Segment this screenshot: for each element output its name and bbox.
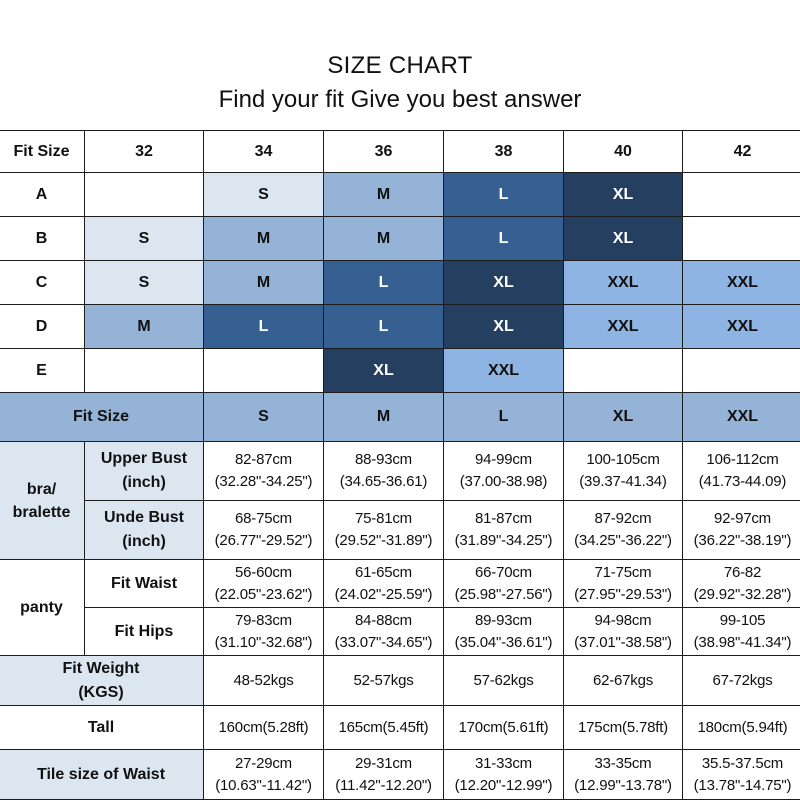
under-bust-label: Unde Bust (inch)	[85, 501, 204, 560]
band-size-36: 36	[324, 131, 444, 173]
measurement-cell: 62-67kgs	[564, 656, 683, 706]
measurement-cell: 82-87cm (32.28"-34.25")	[204, 442, 324, 501]
measurement-cell: 99-105 (38.98"-41.34")	[683, 608, 800, 656]
measurement-cell: 89-93cm (35.04"-36.61")	[444, 608, 564, 656]
upper-bust-row	[0, 442, 800, 501]
size-chart-table	[0, 130, 800, 800]
measurement-cell: 87-92cm (34.25"-36.22")	[564, 501, 683, 560]
measurement-cell: 81-87cm (31.89"-34.25")	[444, 501, 564, 560]
size-cell: XL	[324, 349, 444, 393]
measurement-cell: 100-105cm (39.37-41.34)	[564, 442, 683, 501]
bra-bralette-group-label: bra/ bralette	[0, 442, 85, 560]
band-size-38: 38	[444, 131, 564, 173]
measurement-cell: 68-75cm (26.77"-29.52")	[204, 501, 324, 560]
fit-weight-row	[0, 656, 800, 706]
tall-row	[0, 706, 800, 750]
cup-row-a	[0, 173, 800, 217]
size-cell	[564, 349, 683, 393]
measurement-cell: 76-82 (29.92"-32.28")	[683, 560, 800, 608]
measurement-cell: 29-31cm (11.42"-12.20")	[324, 750, 444, 800]
fit-size-band-row	[0, 393, 800, 442]
measurement-cell: 175cm(5.78ft)	[564, 706, 683, 750]
size-cell: XL	[444, 305, 564, 349]
measurement-cell: 94-98cm (37.01"-38.58")	[564, 608, 683, 656]
measurement-cell: 170cm(5.61ft)	[444, 706, 564, 750]
size-cell: S	[85, 217, 204, 261]
size-cell: XL	[444, 261, 564, 305]
measurement-cell: 67-72kgs	[683, 656, 800, 706]
measurement-cell: 180cm(5.94ft)	[683, 706, 800, 750]
size-cell: L	[444, 173, 564, 217]
size-cell: L	[204, 305, 324, 349]
tall-label: Tall	[0, 706, 204, 750]
size-cell: XXL	[564, 305, 683, 349]
size-cell	[683, 349, 800, 393]
band-size-42: 42	[683, 131, 800, 173]
size-cell	[683, 217, 800, 261]
band-size-34: 34	[204, 131, 324, 173]
cup-row-e	[0, 349, 800, 393]
size-l: L	[444, 393, 564, 442]
tile-waist-row	[0, 750, 800, 800]
chart-subtitle: Find your fit Give you best answer	[218, 86, 582, 113]
size-cell: M	[324, 217, 444, 261]
size-cell: L	[324, 261, 444, 305]
size-cell: M	[204, 217, 324, 261]
tile-waist-label: Tile size of Waist	[0, 750, 204, 800]
size-cell: XXL	[683, 305, 800, 349]
measurement-cell: 31-33cm (12.20"-12.99")	[444, 750, 564, 800]
size-xl: XL	[564, 393, 683, 442]
size-s: S	[204, 393, 324, 442]
fit-hips-row	[0, 608, 800, 656]
measurement-cell: 84-88cm (33.07"-34.65")	[324, 608, 444, 656]
measurement-cell: 33-35cm (12.99"-13.78")	[564, 750, 683, 800]
size-cell: M	[204, 261, 324, 305]
measurement-cell: 56-60cm (22.05"-23.62")	[204, 560, 324, 608]
size-cell: XL	[564, 217, 683, 261]
size-cell: S	[204, 173, 324, 217]
under-bust-row	[0, 501, 800, 560]
cup-row-d	[0, 305, 800, 349]
fit-waist-row	[0, 560, 800, 608]
measurement-cell: 66-70cm (25.98"-27.56")	[444, 560, 564, 608]
band-size-32: 32	[85, 131, 204, 173]
upper-bust-label: Upper Bust (inch)	[85, 442, 204, 501]
size-cell	[85, 173, 204, 217]
measurement-cell: 57-62kgs	[444, 656, 564, 706]
measurement-cell: 160cm(5.28ft)	[204, 706, 324, 750]
band-size-40: 40	[564, 131, 683, 173]
size-cell	[204, 349, 324, 393]
measurement-cell: 75-81cm (29.52"-31.89")	[324, 501, 444, 560]
size-cell: XXL	[683, 261, 800, 305]
size-xxl: XXL	[683, 393, 800, 442]
band-size-header-row	[0, 131, 800, 173]
measurement-cell: 94-99cm (37.00-38.98)	[444, 442, 564, 501]
fit-hips-label: Fit Hips	[85, 608, 204, 656]
cup-label: A	[0, 173, 85, 217]
size-cell: M	[85, 305, 204, 349]
size-cell: L	[444, 217, 564, 261]
size-cell: M	[324, 173, 444, 217]
chart-title: SIZE CHART	[327, 52, 473, 79]
size-cell: XL	[564, 173, 683, 217]
fit-waist-label: Fit Waist	[85, 560, 204, 608]
measurement-cell: 27-29cm (10.63"-11.42")	[204, 750, 324, 800]
measurement-cell: 48-52kgs	[204, 656, 324, 706]
measurement-cell: 79-83cm (31.10"-32.68")	[204, 608, 324, 656]
measurement-cell: 52-57kgs	[324, 656, 444, 706]
cup-label: C	[0, 261, 85, 305]
measurement-cell: 88-93cm (34.65-36.61)	[324, 442, 444, 501]
cup-label: E	[0, 349, 85, 393]
fit-size-corner-label: Fit Size	[0, 131, 85, 173]
size-cell	[85, 349, 204, 393]
measurement-cell: 92-97cm (36.22"-38.19")	[683, 501, 800, 560]
size-cell: XXL	[564, 261, 683, 305]
measurement-cell: 165cm(5.45ft)	[324, 706, 444, 750]
panty-group-label: panty	[0, 560, 85, 656]
fit-size-label: Fit Size	[0, 393, 204, 442]
measurement-cell: 106-112cm (41.73-44.09)	[683, 442, 800, 501]
size-m: M	[324, 393, 444, 442]
fit-weight-label: Fit Weight (KGS)	[0, 656, 204, 706]
cup-label: D	[0, 305, 85, 349]
measurement-cell: 71-75cm (27.95"-29.53")	[564, 560, 683, 608]
cup-row-b	[0, 217, 800, 261]
size-cell	[683, 173, 800, 217]
measurement-cell: 61-65cm (24.02"-25.59")	[324, 560, 444, 608]
size-cell: XXL	[444, 349, 564, 393]
size-cell: L	[324, 305, 444, 349]
measurement-cell: 35.5-37.5cm (13.78"-14.75")	[683, 750, 800, 800]
cup-row-c	[0, 261, 800, 305]
size-cell: S	[85, 261, 204, 305]
cup-label: B	[0, 217, 85, 261]
